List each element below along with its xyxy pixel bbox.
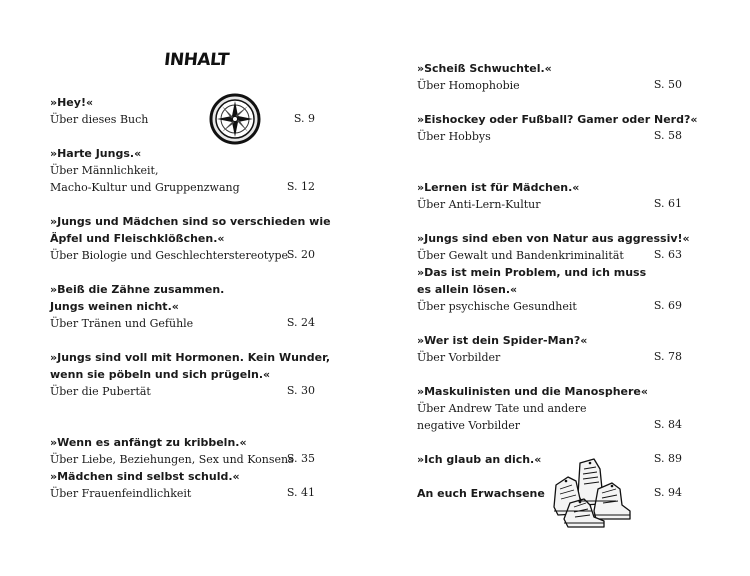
toc-entry[interactable] <box>50 348 331 399</box>
toc-page-number: S. 69 <box>653 299 682 312</box>
page-title: INHALT <box>163 50 230 70</box>
toc-entry-title: »Hey!« <box>50 96 94 109</box>
toc-entry-title: wenn sie pöbeln und sich prügeln.« <box>50 368 271 381</box>
toc-entry-subtitle: Über Vorbilder <box>417 351 501 364</box>
toc-entry[interactable] <box>50 212 331 263</box>
toc-entry-title: »Jungs sind eben von Natur aus aggressiv!« <box>417 232 690 245</box>
toc-page-number: S. 78 <box>653 350 682 363</box>
toc-entry-title: »Das ist mein Problem, und ich muss <box>417 266 647 279</box>
toc-page-number: S. 58 <box>653 129 682 142</box>
toc-page-number: S. 24 <box>286 316 315 329</box>
toc-entry-title: Äpfel und Fleischklößchen.« <box>50 232 225 245</box>
toc-entry-title: Jungs weinen nicht.« <box>50 300 179 313</box>
toc-page-number: S. 35 <box>286 452 315 465</box>
toc-page-number: S. 61 <box>653 197 682 210</box>
toc-entry-subtitle: Über dieses Buch <box>50 113 149 126</box>
toc-entry[interactable] <box>417 229 690 263</box>
toc-page-number: S. 12 <box>286 180 315 193</box>
toc-entry[interactable] <box>50 433 315 467</box>
toc-page-number: S. 20 <box>286 248 315 261</box>
toc-entry-subtitle: Über Frauenfeindlichkeit <box>50 487 192 500</box>
compass-illustration <box>207 93 263 145</box>
toc-entry-title: »Ich glaub an dich.« <box>417 453 542 466</box>
sneakers-illustration <box>550 455 635 530</box>
toc-page-number: S. 50 <box>653 78 682 91</box>
toc-entry-subtitle: Über Tränen und Gefühle <box>50 317 194 330</box>
toc-entry[interactable] <box>417 59 682 93</box>
toc-entry-subtitle: Über Anti-Lern-Kultur <box>417 198 541 211</box>
toc-entry-title: »Jungs und Mädchen sind so verschieden wie <box>50 215 331 228</box>
toc-entry-subtitle: Über Liebe, Beziehungen, Sex und Konsens <box>50 453 294 466</box>
toc-entry-subtitle: Über Andrew Tate und andere <box>417 402 587 415</box>
toc-page-number: S. 63 <box>653 248 682 261</box>
toc-page-number: S. 30 <box>286 384 315 397</box>
toc-entry-subtitle: Über die Pubertät <box>50 385 151 398</box>
toc-entry[interactable] <box>50 93 315 127</box>
toc-entry[interactable] <box>50 467 315 501</box>
toc-entry-subtitle: negative Vorbilder <box>417 419 521 432</box>
toc-page-number: S. 94 <box>653 486 682 499</box>
toc-entry[interactable] <box>417 110 698 144</box>
toc-entry-title: »Maskulinisten und die Manosphere« <box>417 385 648 398</box>
toc-page-number: S. 41 <box>286 486 315 499</box>
toc-entry-title: »Lernen ist für Mädchen.« <box>417 181 580 194</box>
toc-entry[interactable] <box>50 144 315 195</box>
toc-entry-subtitle: Macho-Kultur und Gruppenzwang <box>50 181 240 194</box>
toc-entry-title: An euch Erwachsene <box>417 487 545 500</box>
toc-entry[interactable] <box>417 263 682 314</box>
toc-entry-title: »Eishockey oder Fußball? Gamer oder Nerd?« <box>417 113 698 126</box>
toc-entry[interactable] <box>50 280 315 331</box>
toc-entry-title: »Jungs sind voll mit Hormonen. Kein Wunder, <box>50 351 331 364</box>
toc-entry-title: »Harte Jungs.« <box>50 147 142 160</box>
toc-entry-title: »Scheiß Schwuchtel.« <box>417 62 552 75</box>
toc-entry-subtitle: Über Biologie und Geschlechterstereotype <box>50 249 289 262</box>
toc-entry-subtitle: Über Hobbys <box>417 130 491 143</box>
toc-entry-subtitle: Über Homophobie <box>417 79 520 92</box>
toc-entry-subtitle: Über Gewalt und Bandenkriminalität <box>417 249 624 262</box>
toc-entry-title: es allein lösen.« <box>417 283 518 296</box>
toc-entry-title: »Wenn es anfängt zu kribbeln.« <box>50 436 247 449</box>
toc-entry[interactable] <box>417 382 682 433</box>
toc-page-number: S. 84 <box>653 418 682 431</box>
toc-entry-title: »Mädchen sind selbst schuld.« <box>50 470 240 483</box>
toc-page-number: S. 9 <box>293 112 315 125</box>
toc-entry[interactable] <box>417 178 682 212</box>
toc-entry-subtitle: Über Männlichkeit, <box>50 164 159 177</box>
toc-page-number: S. 89 <box>653 452 682 465</box>
toc-entry-title: »Beiß die Zähne zusammen. <box>50 283 225 296</box>
toc-entry-title: »Wer ist dein Spider-Man?« <box>417 334 588 347</box>
toc-entry-subtitle: Über psychische Gesundheit <box>417 300 577 313</box>
toc-entry[interactable] <box>417 331 682 365</box>
